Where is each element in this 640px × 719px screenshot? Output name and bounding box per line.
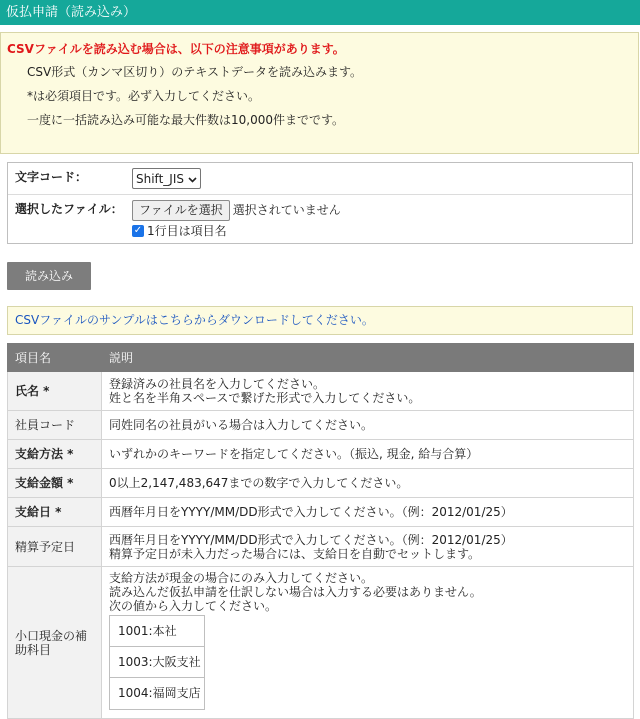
table-row <box>8 527 634 567</box>
field-name: 氏名 * <box>8 372 102 411</box>
sample-download-link[interactable]: CSVファイルのサンプルはこちらからダウンロードしてください。 <box>7 306 633 335</box>
chevron-down-icon <box>188 172 197 186</box>
field-description <box>102 527 634 567</box>
notice-heading: CSVファイルを読み込む場合は、以下の注意事項があります。 <box>7 42 345 56</box>
table-row <box>8 440 634 469</box>
field-description <box>102 469 634 498</box>
table-row <box>8 567 634 719</box>
sub-account-item: 1003:大阪支社 <box>110 647 204 678</box>
field-description <box>102 567 634 719</box>
choose-file-button[interactable]: ファイルを選択 <box>132 200 230 221</box>
encoding-select-value: Shift_JIS <box>136 171 184 186</box>
field-description <box>102 498 634 527</box>
header-row-checkbox-label[interactable]: 1行目は項目名 <box>147 224 227 238</box>
file-label: 選択したファイル： <box>15 202 123 216</box>
field-name: 社員コード <box>8 411 102 440</box>
encoding-row <box>8 163 632 195</box>
table-header-row <box>8 344 634 372</box>
column-header: 項目名 <box>8 344 102 372</box>
description-line: 姓と名を半角スペースで繋げた形式で入力してください。 <box>109 391 421 405</box>
field-description <box>102 440 634 469</box>
page-title: 仮払申請（読み込み） <box>0 0 640 25</box>
encoding-select[interactable] <box>132 168 201 189</box>
description-line: 0以上2,147,483,647までの数字で入力してください。 <box>109 476 409 490</box>
description-line: 次の値から入力してください。 <box>109 599 278 613</box>
table-row <box>8 469 634 498</box>
description-line: 登録済みの社員名を入力してください。 <box>109 377 326 391</box>
load-button[interactable]: 読み込み <box>7 262 91 290</box>
notice-line: 一度に一括読み込み可能な最大件数は10,000件までです。 <box>27 113 345 127</box>
field-spec-table <box>7 343 634 719</box>
field-name: 精算予定日 <box>8 527 102 567</box>
field-name: 支給方法 * <box>8 440 102 469</box>
description-line: 読み込んだ仮払申請を仕訳しない場合は入力する必要はありません。 <box>109 585 482 599</box>
file-row <box>8 195 632 243</box>
notice-line: CSV形式（カンマ区切り）のテキストデータを読み込みます。 <box>27 65 363 79</box>
notice-box <box>0 32 639 154</box>
description-line: 西暦年月日をYYYY/MM/DD形式で入力してください。（例：2012/01/25） <box>109 532 513 547</box>
description-line: いずれかのキーワードを指定してください。（振込, 現金, 給与合算） <box>109 447 479 461</box>
field-name: 小口現金の補助科目 <box>8 567 102 719</box>
notice-line: *は必須項目です。必ず入力してください。 <box>27 89 261 103</box>
table-row <box>8 411 634 440</box>
column-header: 説明 <box>102 344 634 372</box>
import-form <box>7 162 633 244</box>
table-row <box>8 498 634 527</box>
header-row-checkbox[interactable]: ✓ <box>133 224 143 236</box>
sub-account-item: 1004:福岡支店 <box>118 686 201 700</box>
description-line: 精算予定日が未入力だった場合には、支給日を自動でセットします。 <box>109 546 481 561</box>
sub-account-list <box>109 615 205 710</box>
field-name: 支給日 * <box>8 498 102 527</box>
encoding-label: 文字コード： <box>15 170 88 184</box>
field-name: 支給金額 * <box>8 469 102 498</box>
table-row <box>8 372 634 411</box>
description-line: 支給方法が現金の場合にのみ入力してください。 <box>109 571 374 585</box>
description-line: 同姓同名の社員がいる場合は入力してください。 <box>109 418 374 432</box>
file-status: 選択されていません <box>232 203 341 217</box>
field-description <box>102 411 634 440</box>
description-line: 西暦年月日をYYYY/MM/DD形式で入力してください。（例：2012/01/25） <box>109 505 513 519</box>
field-description <box>102 372 634 411</box>
sub-account-item: 1001:本社 <box>110 616 204 647</box>
